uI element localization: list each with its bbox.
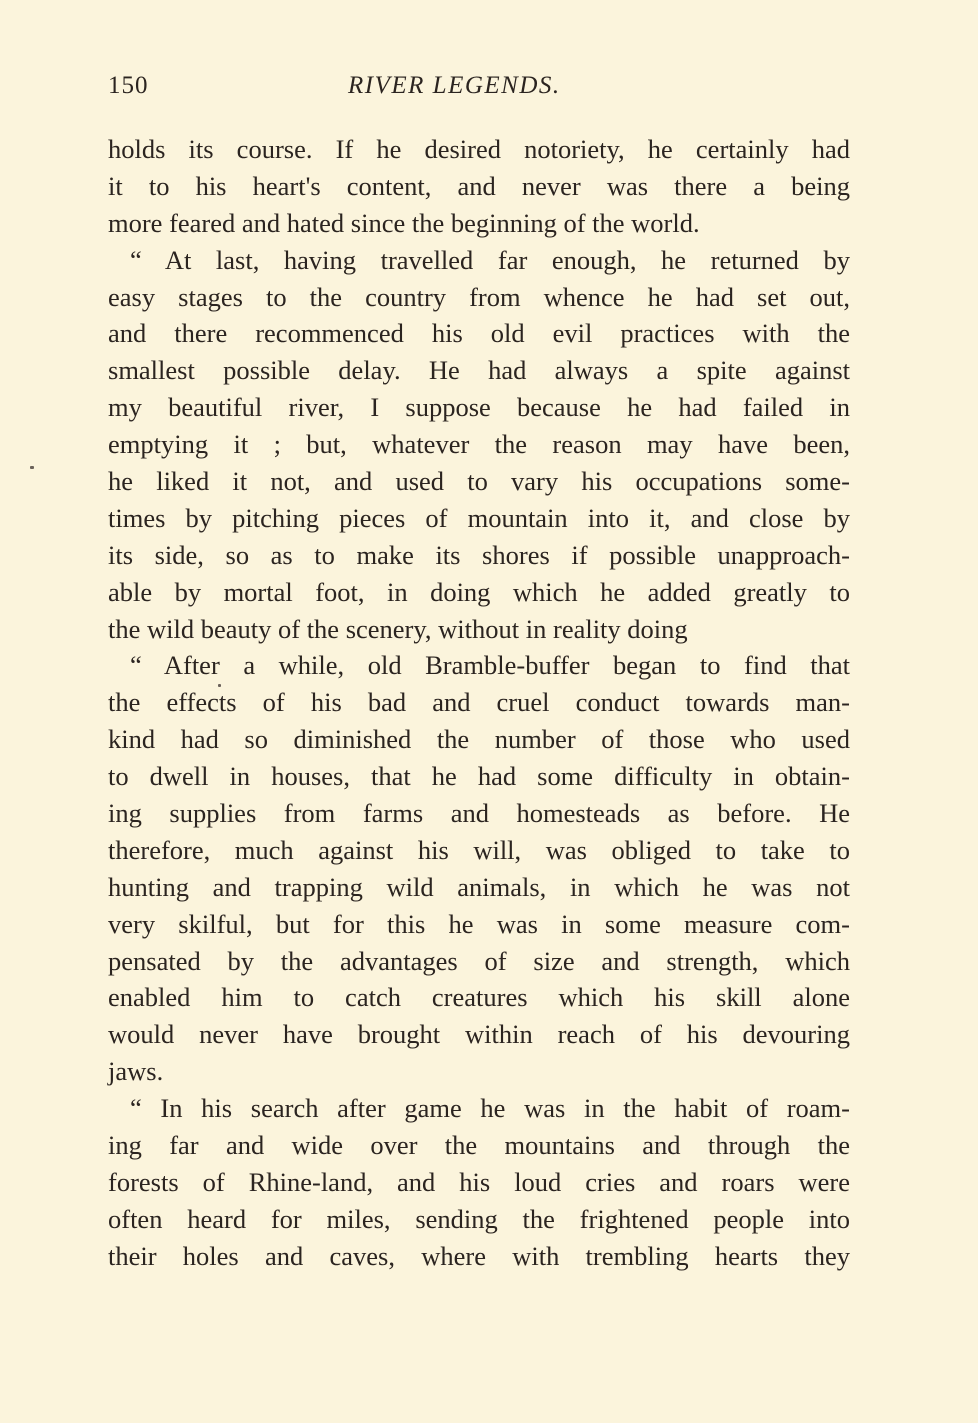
text-line: the wild beauty of the scenery, without in reality doing <box>108 613 688 644</box>
text-line: my beautiful river, I suppose because he had failed in <box>108 392 850 423</box>
text-line: the effects of his bad and cruel conduct towards man- <box>108 687 850 718</box>
running-title: RIVER LEGENDS. <box>348 72 561 99</box>
text-line: “ In his search after game he was in the habit of roam- <box>130 1093 850 1124</box>
paragraph-3 <box>108 647 850 1090</box>
text-line: holds its course. If he desired notoriety, he certainly had <box>108 134 850 164</box>
text-line: “ At last, having travelled far enough, he returned by <box>130 244 850 275</box>
text-line: forests of Rhine-land, and his loud cries and roars were <box>108 1166 850 1197</box>
text-line: jaws. <box>108 1056 164 1087</box>
paragraph-1 <box>108 131 850 242</box>
text-line: easy stages to the country from whence he had set out, <box>108 281 850 312</box>
text-line: very skilful, but for this he was in some measure com- <box>108 908 850 939</box>
text-line: emptying it ; but, whatever the reason may have been, <box>108 429 850 460</box>
page-header <box>108 72 850 108</box>
text-line: often heard for miles, sending the frightened people into <box>108 1203 850 1234</box>
text-line: “ After a while, old Bramble-buffer began to find that <box>130 650 850 681</box>
text-line: hunting and trapping wild animals, in which he was not <box>108 871 850 902</box>
paragraph-4 <box>108 1090 850 1274</box>
text-line: kind had so diminished the number of those who used <box>108 724 850 755</box>
text-line: ing supplies from farms and homesteads as before. He <box>108 798 850 829</box>
text-line: enabled him to catch creatures which his skill alone <box>108 982 850 1013</box>
text-line: would never have brought within reach of his devouring <box>108 1019 850 1050</box>
paragraph-2 <box>108 242 850 648</box>
text-line: therefore, much against his will, was obliged to take to <box>108 834 850 865</box>
text-line: pensated by the advantages of size and strength, which <box>108 945 850 976</box>
text-line: he liked it not, and used to vary his occupations some- <box>108 466 850 497</box>
text-line: its side, so as to make its shores if possible unapproach- <box>108 539 850 570</box>
text-line: and there recommenced his old evil practices with the <box>108 318 850 349</box>
text-line: ing far and wide over the mountains and through the <box>108 1130 850 1161</box>
body-text <box>108 131 850 1275</box>
print-speck <box>218 684 221 687</box>
text-line: able by mortal foot, in doing which he added greatly to <box>108 576 850 607</box>
print-speck <box>30 466 34 469</box>
text-line: to dwell in houses, that he had some difficulty in obtain- <box>108 761 850 792</box>
text-line: it to his heart's content, and never was there a being <box>108 170 850 201</box>
page-number: 150 <box>108 72 149 99</box>
text-line: times by pitching pieces of mountain into it, and close by <box>108 502 850 533</box>
text-line: smallest possible delay. He had always a spite against <box>108 355 850 386</box>
text-line: their holes and caves, where with trembling hearts they <box>108 1240 850 1271</box>
text-line: more feared and hated since the beginning of the world. <box>108 207 700 238</box>
